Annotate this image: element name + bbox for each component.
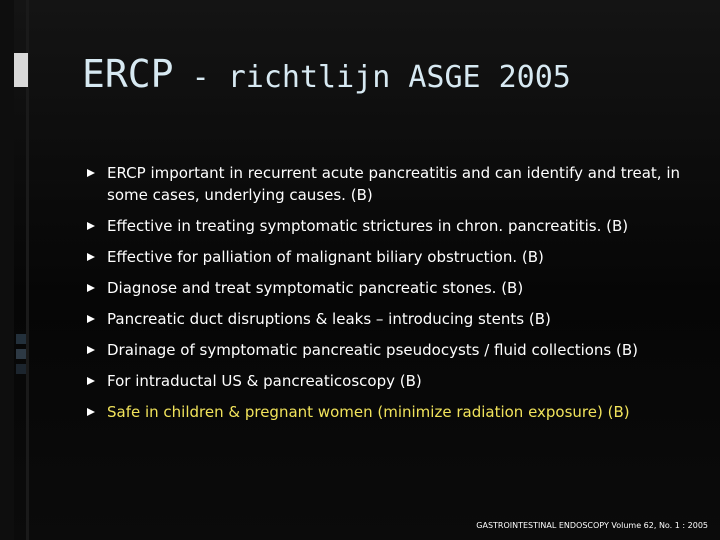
- bullet-item: [88, 370, 688, 392]
- bullet-arrow-icon: [87, 169, 95, 177]
- decor-square: [16, 334, 26, 344]
- bullet-item: [88, 339, 688, 361]
- decor-square: [16, 349, 26, 359]
- decor-square: [16, 364, 26, 374]
- bullet-item: [88, 277, 688, 299]
- bullet-arrow-icon: [87, 253, 95, 261]
- citation-footer: GASTROINTESTINAL ENDOSCOPY Volume 62, No. 1 : 2005: [476, 521, 708, 530]
- title-main: ERCP: [82, 52, 174, 96]
- bullet-text: Pancreatic duct disruptions & leaks – introducing stents (B): [107, 310, 551, 328]
- bullet-text: Drainage of symptomatic pancreatic pseudocysts / fluid collections (B): [107, 341, 639, 359]
- bullet-arrow-icon: [87, 377, 95, 385]
- bullet-text: Diagnose and treat symptomatic pancreatic stones. (B): [107, 279, 524, 297]
- bullet-arrow-icon: [87, 222, 95, 230]
- bullet-list: [88, 162, 688, 432]
- bullet-arrow-icon: [87, 346, 95, 354]
- bullet-text: Safe in children & pregnant women (minimize radiation exposure) (B): [107, 403, 630, 421]
- title-sub: - richtlijn ASGE 2005: [173, 60, 571, 95]
- bullet-item: [88, 308, 688, 330]
- bullet-text: Effective for palliation of malignant biliary obstruction. (B): [107, 248, 544, 266]
- title-accent-block: [14, 53, 28, 87]
- bullet-item: [88, 162, 688, 206]
- bullet-text: For intraductal US & pancreaticoscopy (B): [107, 372, 422, 390]
- bullet-item: [88, 246, 688, 268]
- bullet-text: Effective in treating symptomatic strictures in chron. pancreatitis. (B): [107, 217, 629, 235]
- bullet-text: ERCP important in recurrent acute pancreatitis and can identify and treat, in some cases, underlying causes. (B): [107, 164, 680, 204]
- bullet-arrow-icon: [87, 408, 95, 416]
- bullet-item-highlight: [88, 401, 688, 423]
- bullet-item: [88, 215, 688, 237]
- slide-title: [82, 52, 571, 96]
- bullet-arrow-icon: [87, 284, 95, 292]
- left-decor-bar: [0, 0, 14, 540]
- bullet-arrow-icon: [87, 315, 95, 323]
